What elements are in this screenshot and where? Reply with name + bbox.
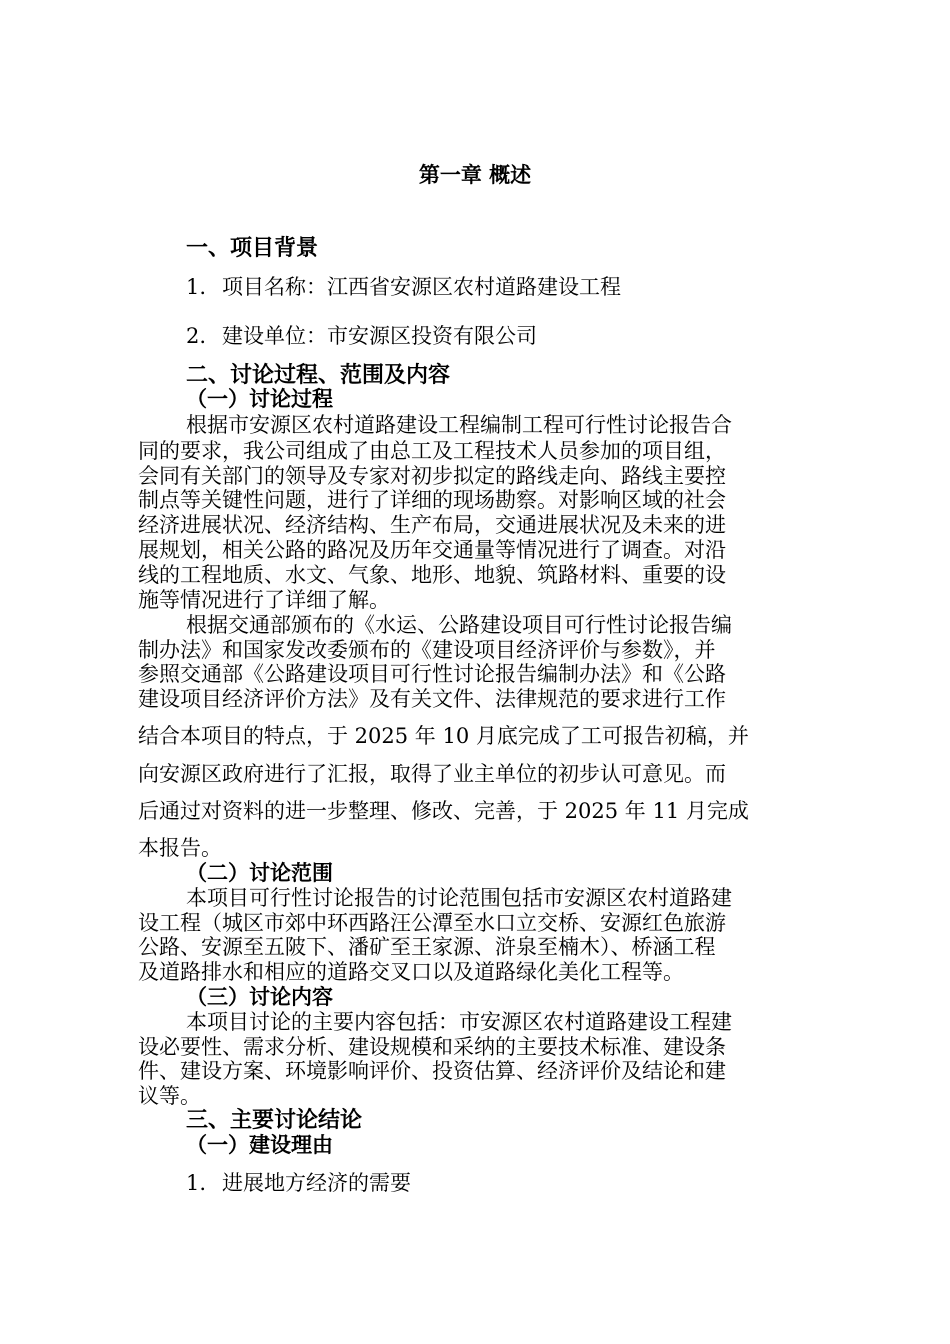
paragraph-line: 本项目讨论的主要内容包括：市安源区农村道路建设工程建 (186, 1010, 732, 1034)
section1-heading: 一、项目背景 (186, 235, 319, 261)
section3-sub1-heading: （一）建设理由 (186, 1132, 333, 1157)
paragraph-line: 公路、安源至五陂下、潘矿至王家源、浒泉至楠木）、桥涵工程 (138, 935, 716, 959)
paragraph-line: 本项目可行性讨论报告的讨论范围包括市安源区农村道路建 (186, 886, 732, 910)
paragraph-line: 建设项目经济评价方法》及有关文件、法律规范的要求进行工作 (138, 687, 726, 711)
paragraph-line: 本报告。 (138, 836, 222, 860)
paragraph-line: 同的要求，我公司组成了由总工及工程技术人员参加的项目组， (138, 439, 726, 463)
paragraph-line: 议等。 (138, 1084, 201, 1108)
item-number: 1. (186, 275, 207, 299)
paragraph-line: 展规划，相关公路的路况及历年交通量等情况进行了调查。对沿 (138, 538, 726, 562)
reason-item (186, 1170, 411, 1196)
paragraph-line: 设必要性、需求分析、建设规模和采纳的主要技术标准、建设条 (138, 1035, 726, 1059)
paragraph-line: 件、建设方案、环境影响评价、投资估算、经济评价及结论和建 (138, 1059, 726, 1083)
item-number: 1. (186, 1171, 207, 1195)
paragraph-line: 制办法》和国家发改委颁布的《建设项目经济评价与参数》，并 (138, 638, 716, 662)
sub2-heading: （二）讨论范围 (186, 860, 333, 885)
construction-unit-item (186, 323, 537, 349)
paragraph-line: 线的工程地质、水文、气象、地形、地貌、筑路材料、重要的设 (138, 563, 726, 587)
paragraph-line: 后通过对资料的进一步整理、修改、完善，于 2025 年 11 月完成 (138, 799, 749, 823)
item-text: 建设单位：市安源区投资有限公司 (222, 324, 537, 348)
section3-heading: 三、主要讨论结论 (186, 1107, 363, 1133)
paragraph-line: 施等情况进行了详细了解。 (138, 588, 390, 612)
chapter-title: 第一章 概述 (418, 162, 532, 187)
paragraph-line: 及道路排水和相应的道路交叉口以及道路绿化美化工程等。 (138, 960, 684, 984)
paragraph-line: 根据市安源区农村道路建设工程编制工程可行性讨论报告合 (186, 413, 732, 437)
paragraph-line: 经济进展状况、经济结构、生产布局，交通进展状况及未来的进 (138, 513, 726, 537)
paragraph-line: 设工程（城区市郊中环西路汪公潭至水口立交桥、安源红色旅游 (138, 911, 726, 935)
sub3-heading: （三）讨论内容 (186, 984, 333, 1009)
section2-heading: 二、讨论过程、范围及内容 (186, 362, 451, 388)
paragraph-line: 会同有关部门的领导及专家对初步拟定的路线走向、路线主要控 (138, 464, 726, 488)
sub1-heading: （一）讨论过程 (186, 386, 333, 411)
paragraph-line: 向安源区政府进行了汇报，取得了业主单位的初步认可意见。而 (138, 762, 726, 786)
paragraph-line: 制点等关键性问题，进行了详细的现场勘察。对影响区域的社会 (138, 488, 726, 512)
item-number: 2. (186, 324, 207, 348)
paragraph-line: 结合本项目的特点，于 2025 年 10 月底完成了工可报告初稿，并 (138, 724, 749, 748)
item-text: 进展地方经济的需要 (222, 1171, 411, 1195)
item-text: 项目名称：江西省安源区农村道路建设工程 (222, 275, 621, 299)
project-name-item (186, 274, 621, 300)
paragraph-line: 根据交通部颁布的《水运、公路建设项目可行性讨论报告编 (186, 613, 732, 637)
paragraph-line: 参照交通部《公路建设项目可行性讨论报告编制办法》和《公路 (138, 662, 726, 686)
